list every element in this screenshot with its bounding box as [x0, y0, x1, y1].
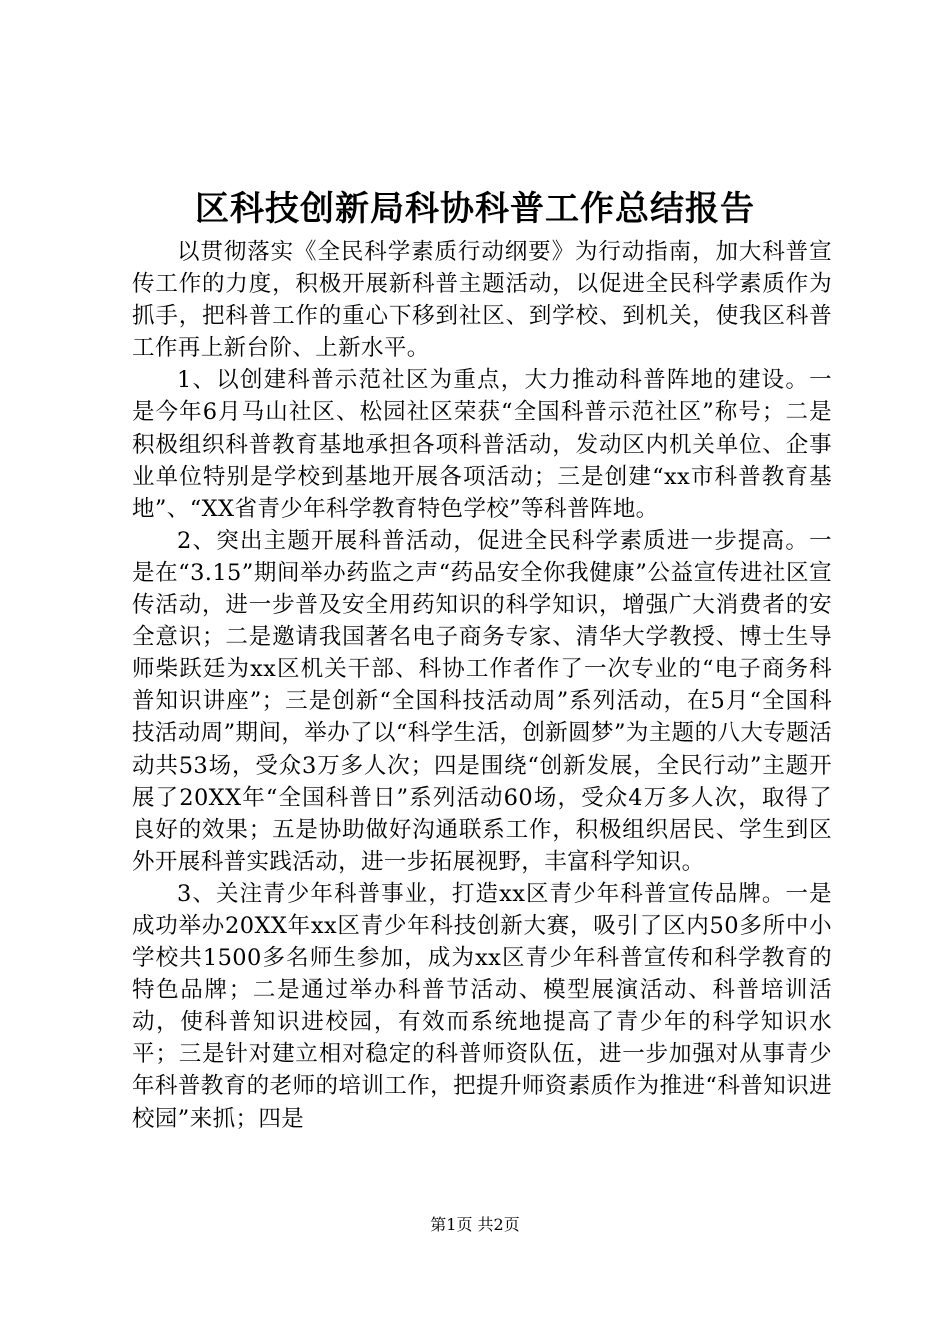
document-body [132, 236, 832, 1135]
page-footer: 第1页 共2页 [430, 1215, 520, 1234]
paragraph-section-2: 2、突出主题开展科普活动，促进全民科学素质进一步提高。一是在“3.15”期间举办药监之声“药品安全你我健康”公益宣传进社区宣传活动，进一步普及安全用药知识的科学知识，增强广大消费者的安全意识；二是邀请我国著名电子商务专家、清华大学教授、博士生导师柴跃廷为xx区机关干部、科协工作者作了一次专业的“电子商务科普知识讲座”；三是创新“全国科技活动周”系列活动，在5月“全国科技活动周”期间，举办了以“科学生活，创新圆梦”为主题的八大专题活动共53场，受众3万多人次；四是围绕“创新发展，全民行动”主题开展了20XX年“全国科普日”系列活动60场，受众4万多人次，取得了良好的效果；五是协助做好沟通联系工作，积极组织居民、学生到区外开展科普实践活动，进一步拓展视野，丰富科学知识。 [132, 527, 832, 875]
paragraph-section-3: 3、关注青少年科普事业，打造xx区青少年科普宣传品牌。一是成功举办20XX年xx区青少年科技创新大赛，吸引了区内50多所中小学校共1500多名师生参加，成为xx区青少年科普宣传和科学教育的特色品牌；二是通过举办科普节活动、模型展演活动、科普培训活动，使科普知识进校园，有效而系统地提高了青少年的科学知识水平；三是针对建立相对稳定的科普师资队伍，进一步加强对从事青少年科普教育的老师的培训工作，把提升师资素质作为推进“科普知识进校园”来抓；四是 [132, 880, 832, 1132]
paragraph-section-1: 1、以创建科普示范社区为重点，大力推动科普阵地的建设。一是今年6月马山社区、松园社区荣获“全国科普示范社区”称号；二是积极组织科普教育基地承担各项科普活动，发动区内机关单位、企事业单位特别是学校到基地开展各项活动；三是创建“xx市科普教育基地”、“XX省青少年科学教育特色学校”等科普阵地。 [132, 367, 832, 522]
paragraph-intro: 以贯彻落实《全民科学素质行动纲要》为行动指南，加大科普宣传工作的力度，积极开展新科普主题活动，以促进全民科学素质作为抓手，把科普工作的重心下移到社区、到学校、到机关，使我区科普工作再上新台阶、上新水平。 [132, 239, 832, 362]
document-title: 区科技创新局科协科普工作总结报告 [195, 189, 755, 229]
